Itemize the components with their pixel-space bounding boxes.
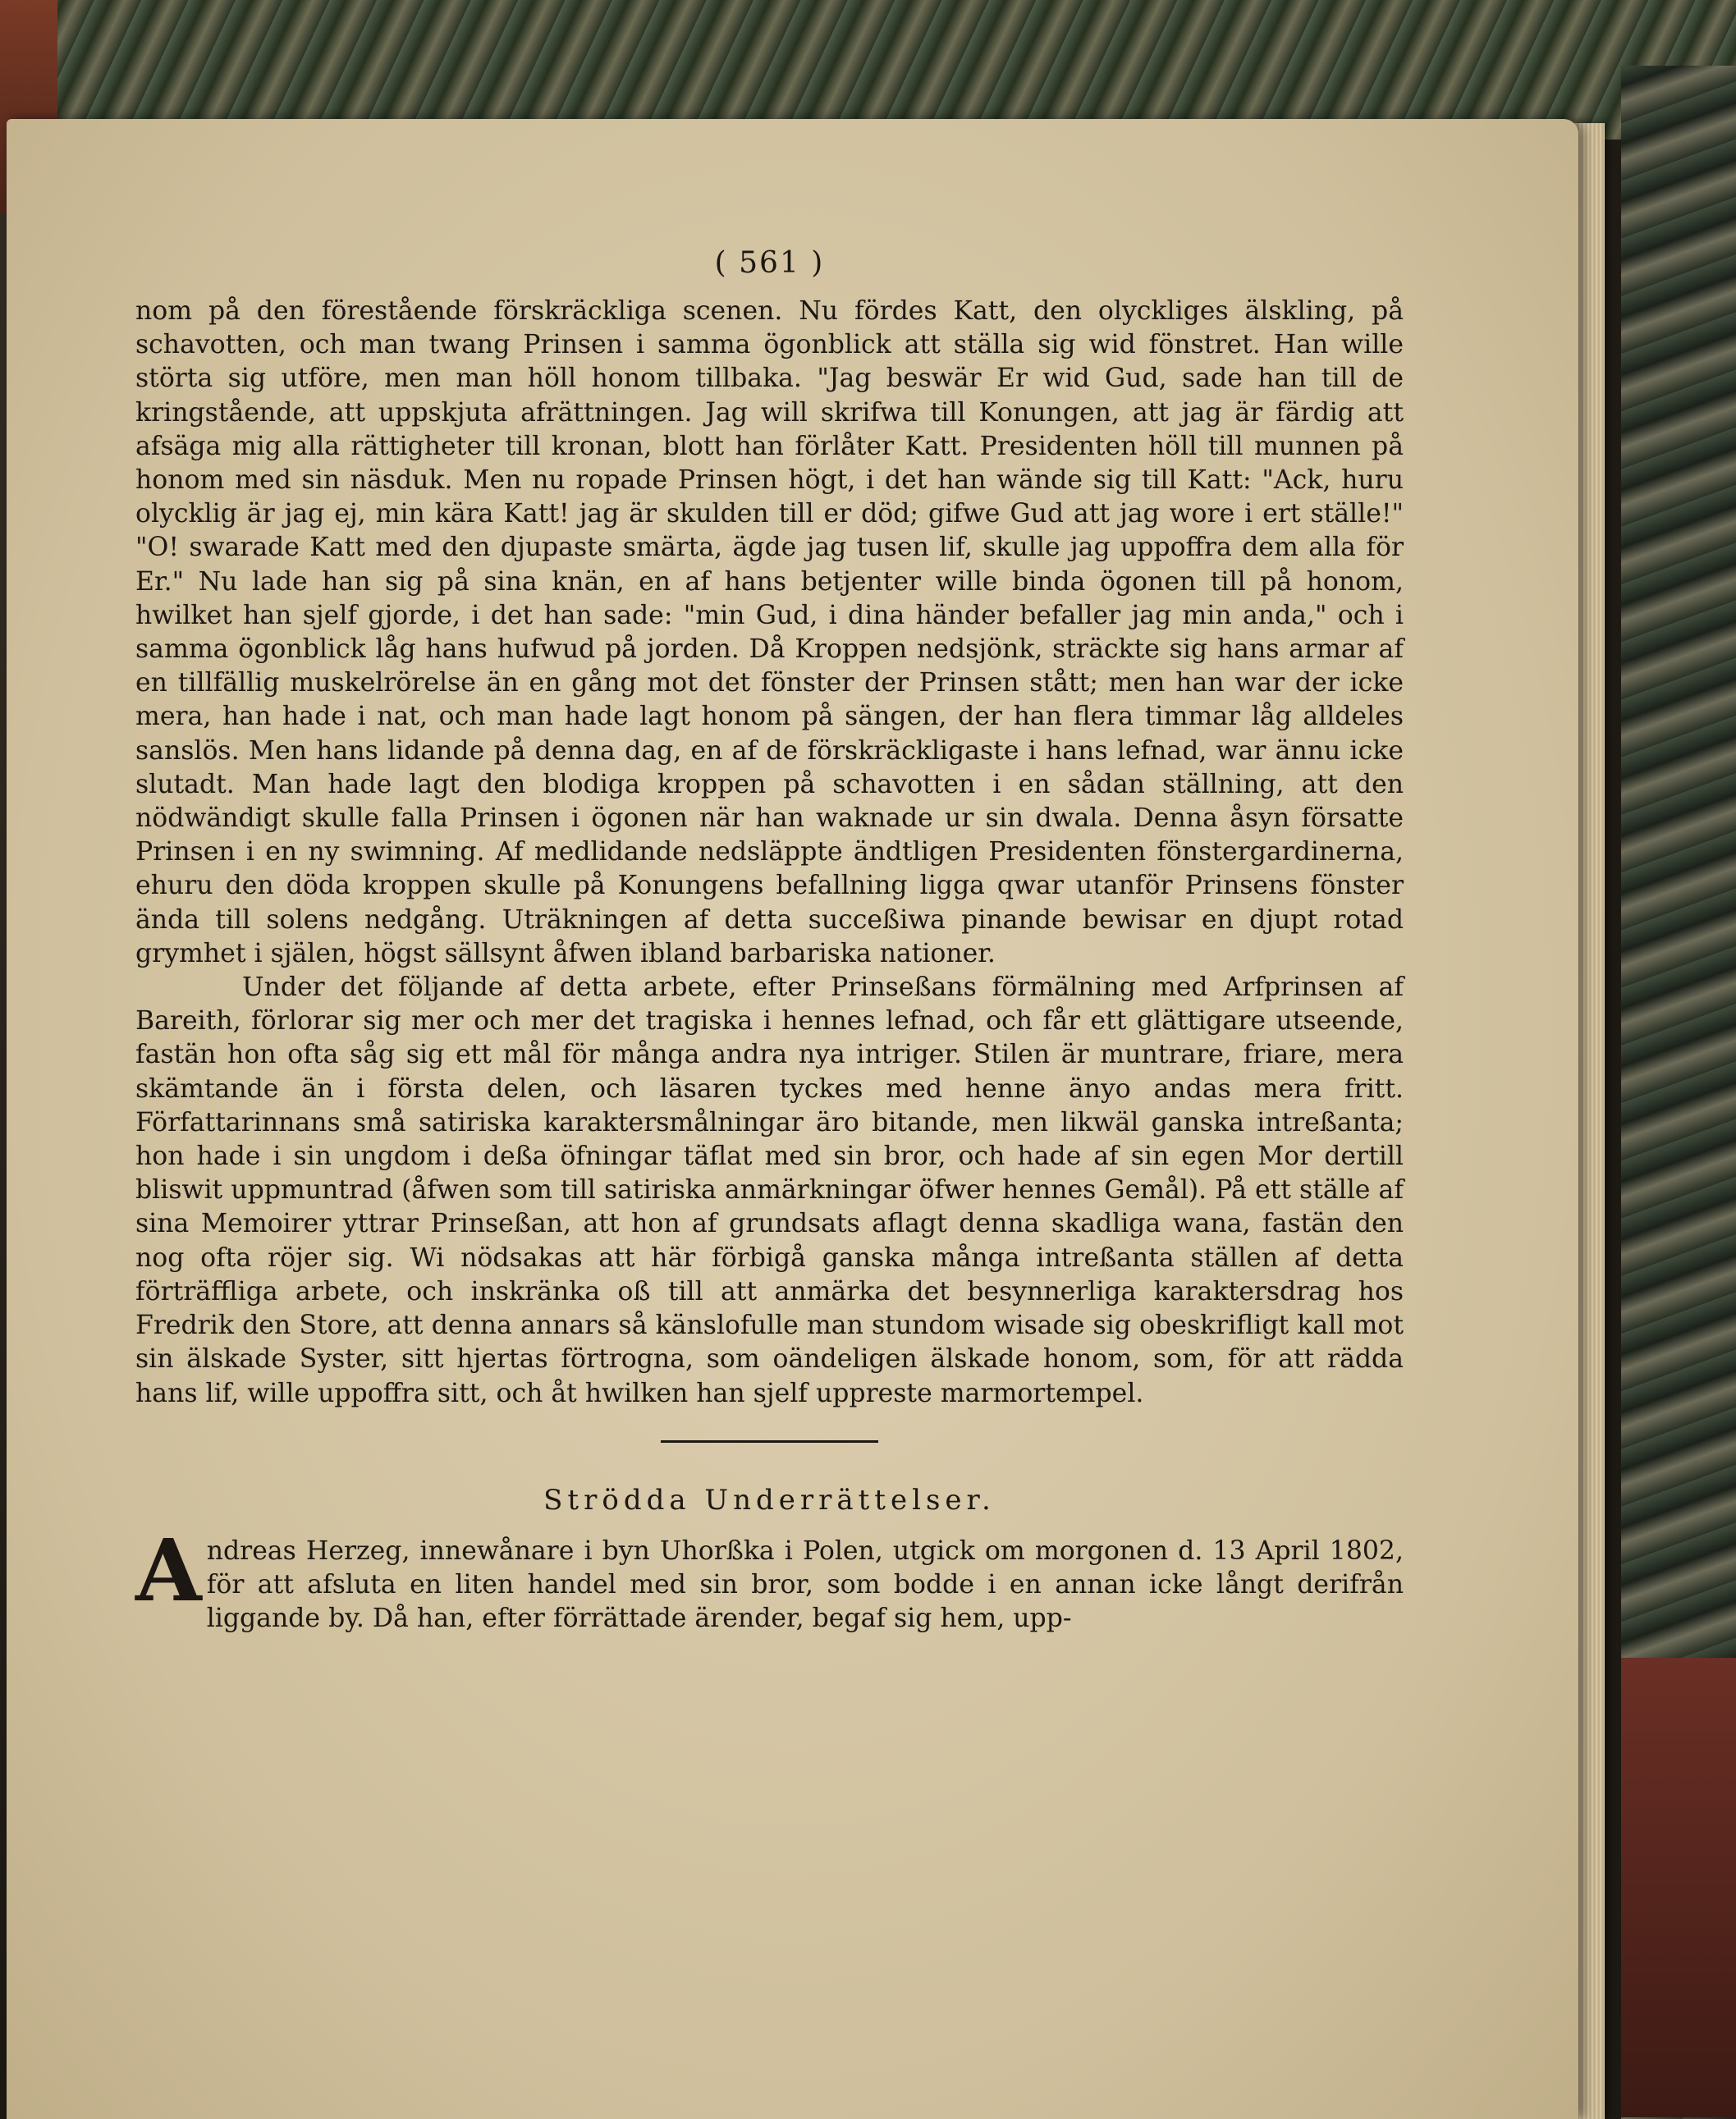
paragraph-continued: nom på den förestående förskräckliga scenen. Nu fördes Katt, den olyckliges älskling, på schavotten, och man twang Prinsen i samma ögonblick att ställa sig wid fönstret. Han wille störta sig utföre, men man höll honom tillbaka. "Jag beswär Er wid Gud, sade han till de kringstående, att uppskjuta afrättningen. Jag will skrifwa till Konungen, att jag är färdig att afsäga mig alla rättigheter till kronan, blott han förlåter Katt. Presidenten höll till munnen på honom med sin näsduk. Men nu ropade Prinsen högt, i det han wände sig till Katt: "Ack, huru olycklig är jag ej, min kära Katt! jag är skulden till er död; gifwe Gud att jag wore i ert ställe!" "O! swarade Katt med den djupaste smärta, ägde jag tusen lif, skulle jag uppoffra dem alla för Er." Nu lade han sig på sina knän, en af hans betjenter wille binda ögonen till på honom, hwilket han sjelf gjorde, i det han sade: "min Gud, i dina händer befaller jag min anda," och i samma ögonblick låg hans hufwud på jorden. Då Kroppen nedsjönk, sträckte sig hans armar af en tillfällig muskelrörelse än en gång mot det fönster der Prinsen stått; men han war der icke mera, han hade i nat, och man hade lagt honom på sängen, der han flera timmar låg alldeles sanslös. Men hans lidande på denna dag, en af de förskräckligaste i hans lefnad, war ännu icke slutadt. Man hade lagt den blodiga kroppen på schavotten i en sådan ställning, att den nödwändigt skulle falla Prinsen i ögonen när han waknade ur sin dwala. Denna åsyn försatte Prinsen i en ny swimning. Af medlidande nedsläppte ändtligen Presidenten fönstergardinerna, ehuru den döda kroppen skulle på Konungens befallning ligga qwar utanför Prinsens fönster ända till solens nedgång. Uträkningen af detta succeßiwa pinande bewisar en djupt rotad grymhet i själen, högst sällsynt åfwen ibland barbariska nationer. xyxy=(135,296,1404,968)
body-text xyxy=(135,295,1404,1411)
section-heading: Strödda Underrättelser. xyxy=(543,1483,996,1517)
paragraph: Under det följande af detta arbete, efter Prinseßans förmälning med Arfprinsen af Bareith, förlorar sig mer och mer det tragiska i hennes lefnad, och får ett glättigare utseende, fastän hon ofta såg sig ett mål för många andra nya intriger. Stilen är muntrare, friare, mera skämtande än i första delen, och läsaren tyckes med henne änyo andas mera fritt. Författarinnans små satiriska karaktersmålningar äro bitande, men likwäl ganska intreßanta; hon hade i sin ungdom i deßa öfningar täflat med sin bror, och hade af sin egen Mor dertill bliswit uppmuntrad (åfwen som till satiriska anmärkningar öfwer hennes Gemål). På ett ställe af sina Memoirer yttrar Prinseßan, att hon af grundsats aflagt denna skadliga wana, fastän den nog ofta röjer sig. Wi nödsakas att här förbigå ganska många intreßanta ställen af detta förträffliga arbete, och inskränka oß till att anmärka det besynnerliga karaktersdrag hos Fredrik den Store, att denna annars så känslofulle man stundom wisade sig obeskrifligt kall mot sin älskade Syster, sitt hjertas förtrogna, som oändeligen älskade honom, som, för att rädda hans lif, wille uppoffra sitt, och åt hwilken han sjelf uppreste marmortempel. xyxy=(135,973,1404,1408)
news-section xyxy=(135,1519,1404,1636)
section-divider xyxy=(661,1440,878,1443)
leather-spine-corner xyxy=(1621,1658,1736,2117)
page-number: ( 561 ) xyxy=(714,246,825,280)
news-text: ndreas Herzeg, innewånare i byn Uhorßka i Polen, utgick om morgonen d. 13 April 1802, för att afsluta en liten handel med sin bror, som bodde i en annan icke långt derifrån liggande by. Då han, efter förrättade ärender, begaf sig hem, upp- xyxy=(206,1535,1404,1634)
news-paragraph xyxy=(135,1519,1404,1636)
drop-cap: A xyxy=(135,1519,202,1621)
page-text xyxy=(135,246,1404,1636)
